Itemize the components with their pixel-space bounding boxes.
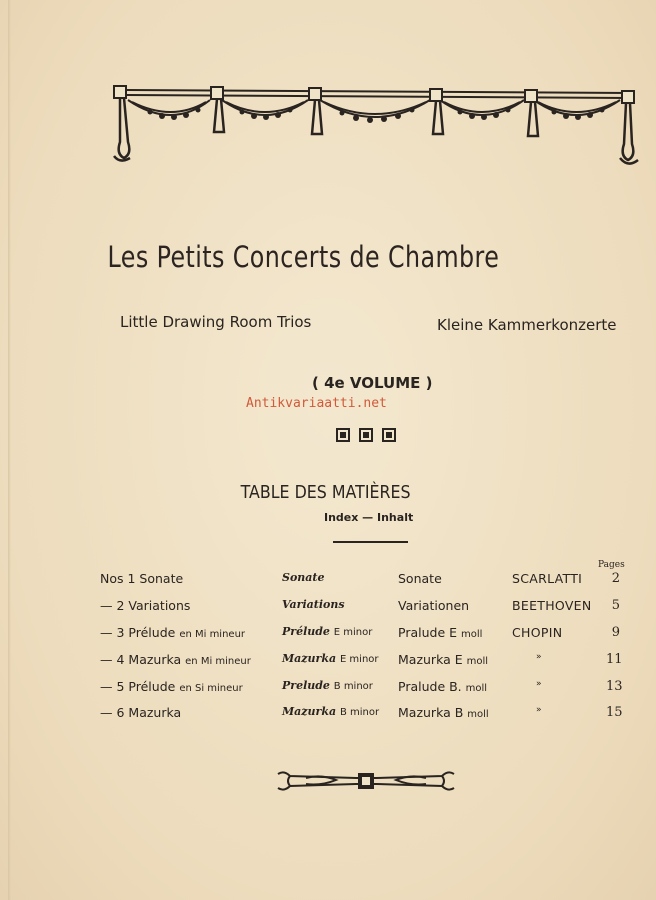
toc-composer: BEETHOVEN [512,598,592,613]
toc-page-number: 2 [611,571,620,586]
toc-composer: SCARLATTI [512,571,583,586]
toc-english: Variations [282,598,345,611]
toc-german: Mazurka E moll [398,652,489,667]
square-ornament-icon [336,428,350,442]
toc-page-number: 13 [606,679,623,694]
subtitle-german: Kleine Kammerkonzerte [437,316,617,334]
toc-number-french: — 3 Prélude en Mi mineur [100,625,246,640]
toc-row [0,625,656,643]
square-ornament-icon [382,428,396,442]
scroll-ornament [276,768,456,794]
toc-english: Mazurka E minor [282,652,379,665]
toc-subtitle: Index — Inhalt [324,511,414,524]
pages-column-label: Pages [598,560,625,570]
toc-page-number: 15 [606,705,623,720]
toc-row [0,598,656,616]
toc-composer-ditto: » [536,705,542,715]
toc-german: Variationen [398,598,470,613]
toc-german: Sonate [398,571,442,586]
page-binding-edge [8,0,11,900]
garland-drapery-ornament [110,82,640,174]
toc-number-french: — 6 Mazurka [100,705,182,720]
toc-number-french: Nos 1 Sonate [100,571,184,586]
toc-english: Sonate [282,571,325,584]
toc-number-french: — 5 Prélude en Si mineur [100,679,243,694]
toc-number-french: — 2 Variations [100,598,191,613]
toc-page-number: 11 [606,652,623,667]
toc-english: Prelude B minor [282,679,373,692]
toc-english: Mazurka B minor [282,705,380,718]
toc-row [0,652,656,670]
toc-composer: CHOPIN [512,625,563,640]
toc-page-number: 5 [611,598,620,613]
subtitle-english: Little Drawing Room Trios [120,313,312,331]
watermark-text: Antikvariaatti.net [246,396,387,411]
toc-divider [333,541,408,543]
toc-german: Pralude B. moll [398,679,488,694]
toc-english: Prélude E minor [282,625,373,638]
volume-label: ( 4e VOLUME ) [312,374,433,392]
toc-composer-ditto: » [536,652,542,662]
page-title: Les Petits Concerts de Chambre [107,240,500,274]
toc-german: Mazurka B moll [398,705,489,720]
toc-page-number: 9 [611,625,620,640]
square-ornament-icon [359,428,373,442]
toc-number-french: — 4 Mazurka en Mi mineur [100,652,251,667]
toc-german: Pralude E moll [398,625,483,640]
toc-row [0,571,656,589]
toc-title: TABLE DES MATIÈRES [240,482,411,503]
toc-row [0,679,656,697]
toc-composer-ditto: » [536,679,542,689]
toc-row [0,705,656,723]
square-ornament-row [336,428,396,442]
